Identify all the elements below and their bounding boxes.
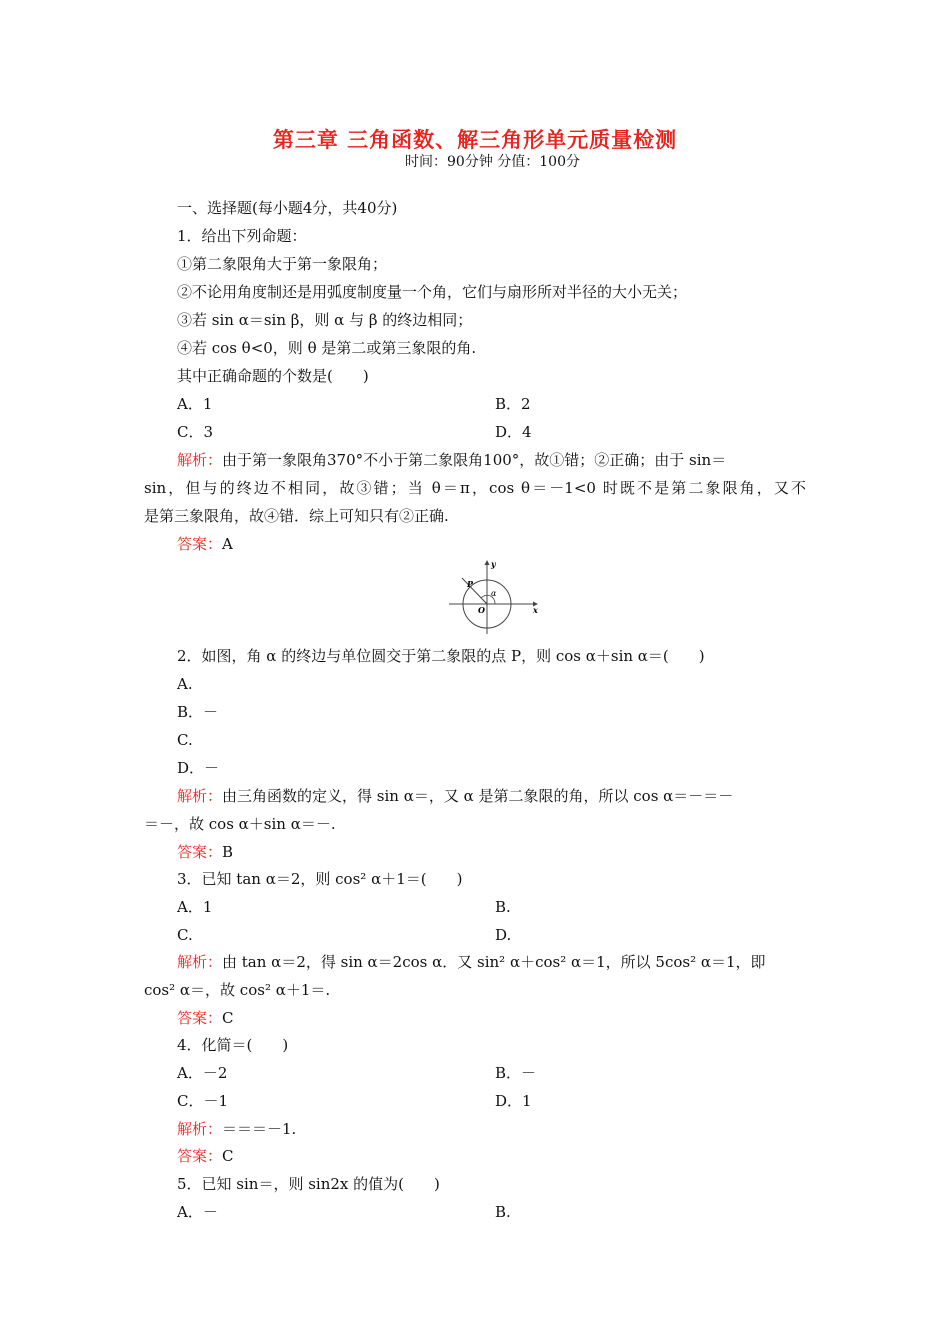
q3-option-c: C. <box>177 926 193 944</box>
q5-option-b: B. <box>495 1203 511 1221</box>
q3-analysis-line-2: cos² α＝，故 cos² α＋1＝. <box>144 981 331 999</box>
q3-stem: 3．已知 tan α＝2，则 cos² α＋1＝( ) <box>177 870 463 888</box>
q1-option-d: D．4 <box>495 423 532 441</box>
analysis-text: 由 tan α＝2，得 sin α＝2cos α．又 sin² α＋cos² α＝1，所以 5cos² α＝1，即 <box>222 953 766 971</box>
analysis-text: 由于第一象限角370°不小于第二象限角100°，故①错；②正确；由于 sin＝ <box>222 451 727 469</box>
q2-answer <box>177 842 233 862</box>
q5-option-a: A．－ <box>177 1203 218 1221</box>
q2-option-a: A. <box>177 675 193 693</box>
q3-answer <box>177 1008 234 1028</box>
analysis-label: 解析： <box>177 787 223 805</box>
q2-option-c: C. <box>177 731 193 749</box>
x-axis-label: x <box>533 605 538 615</box>
q2-option-b: B．－ <box>177 703 219 721</box>
q1-answer <box>177 534 233 554</box>
terminal-side <box>462 578 487 604</box>
q4-answer <box>177 1146 234 1166</box>
q4-stem: 4．化简＝( ) <box>177 1036 289 1054</box>
y-axis-label: y <box>491 559 496 569</box>
q4-option-b: B．－ <box>495 1064 537 1082</box>
unit-circle-figure <box>445 558 545 636</box>
answer-value: C <box>222 1147 234 1165</box>
q4-analysis-line-1 <box>177 1119 296 1139</box>
q1-option-c: C．3 <box>177 423 214 441</box>
answer-label: 答案： <box>177 1009 223 1027</box>
q1-proposition-3: ③若 sin α＝sin β，则 α 与 β 的终边相同； <box>177 311 473 329</box>
q1-proposition-2: ②不论用角度制还是用弧度制度量一个角，它们与扇形所对半径的大小无关； <box>177 283 688 301</box>
analysis-label: 解析： <box>177 953 223 971</box>
answer-label: 答案： <box>177 843 223 861</box>
q2-option-d: D．－ <box>177 759 220 777</box>
q2-analysis-line-2: ＝－，故 cos α＋sin α＝－. <box>144 815 336 833</box>
y-axis-arrow <box>485 560 490 565</box>
page-subtitle: 时间：90分钟 分值：100分 <box>405 154 580 170</box>
analysis-text: ＝＝＝－1. <box>222 1120 297 1138</box>
q3-analysis-line-1 <box>177 952 766 972</box>
q3-option-b: B. <box>495 898 511 916</box>
q1-option-b: B．2 <box>495 395 531 413</box>
answer-value: C <box>222 1009 234 1027</box>
q3-option-d: D. <box>495 926 512 944</box>
q1-stem: 1．给出下列命题： <box>177 227 307 245</box>
q5-stem: 5．已知 sin＝，则 sin2x 的值为( ) <box>177 1175 440 1193</box>
q1-analysis-line-1 <box>177 450 726 470</box>
q4-option-d: D．1 <box>495 1092 532 1110</box>
analysis-text: 由三角函数的定义，得 sin α＝，又 α 是第二象限的角，所以 cos α＝－＝－ <box>222 787 734 805</box>
q3-option-a: A．1 <box>177 898 213 916</box>
page-title: 第三章 三角函数、解三角形单元质量检测 <box>272 128 678 152</box>
alpha-label: α <box>491 589 497 598</box>
section-heading: 一、选择题(每小题4分，共40分) <box>177 199 398 217</box>
q1-analysis-line-3: 是第三象限角，故④错．综上可知只有②正确. <box>144 507 449 525</box>
q2-stem: 2．如图，角 α 的终边与单位圆交于第二象限的点 P，则 cos α＋sin α＝( ) <box>177 647 705 665</box>
point-p-label: P <box>467 579 474 589</box>
analysis-label: 解析： <box>177 451 223 469</box>
q1-proposition-4: ④若 cos θ<0，则 θ 是第二或第三象限的角. <box>177 339 477 357</box>
answer-value: B <box>222 843 234 861</box>
answer-value: A <box>222 535 233 553</box>
answer-label: 答案： <box>177 535 223 553</box>
q4-option-a: A．－2 <box>177 1064 228 1082</box>
q2-analysis-line-1 <box>177 786 733 806</box>
q4-option-c: C．－1 <box>177 1092 229 1110</box>
q1-analysis-line-2: sin，但与的终边不相同，故③错；当 θ＝π，cos θ＝－1<0 时既不是第二象限角，又不 <box>144 479 806 497</box>
answer-label: 答案： <box>177 1147 223 1165</box>
q1-option-a: A．1 <box>177 395 213 413</box>
q1-proposition-1: ①第二象限角大于第一象限角； <box>177 255 388 273</box>
origin-label: O <box>478 605 485 615</box>
q1-question: 其中正确命题的个数是( ) <box>177 367 369 385</box>
analysis-label: 解析： <box>177 1120 223 1138</box>
